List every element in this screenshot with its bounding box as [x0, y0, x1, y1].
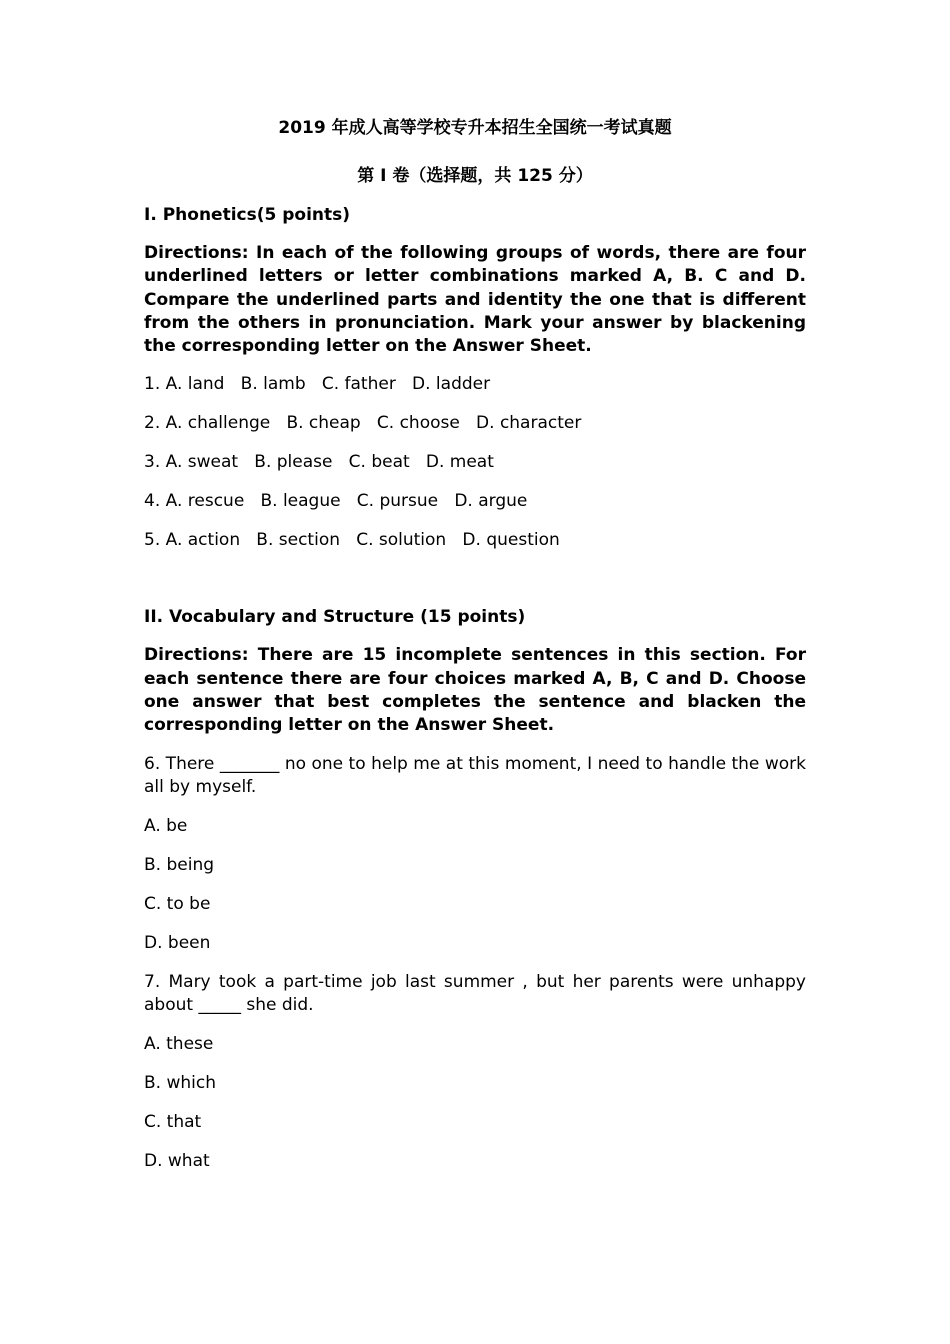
exam-title: 2019 年成人高等学校专升本招生全国统一考试真题 — [278, 118, 672, 138]
section-2-directions: Directions: There are 15 incomplete sentences in this section. For each sentence there are four choices marked A, B, C and D. Choose one answer that best completes the sentence and blacken the corresponding letter on the Answer Sheet. — [144, 645, 806, 736]
question-7-stem: 7. Mary took a part-time job last summer , but her parents were unhappy about _____ she did. — [144, 971, 806, 1015]
phonetics-item-4: 4. A. rescue B. league C. pursue D. argue — [144, 491, 528, 512]
paper-part-title: 第 I 卷（选择题，共 125 分） — [357, 166, 593, 186]
phonetics-item-5: 5. A. action B. section C. solution D. question — [144, 530, 560, 551]
question-6-option-d: D. been — [144, 932, 211, 953]
question-6-stem: 6. There _______ no one to help me at this moment, I need to handle the work all by myself. — [144, 753, 806, 797]
question-6-option-a: A. be — [144, 815, 188, 836]
question-6-option-c: C. to be — [144, 893, 211, 914]
question-7-option-a: A. these — [144, 1033, 214, 1054]
phonetics-item-3: 3. A. sweat B. please C. beat D. meat — [144, 452, 494, 473]
question-6-option-b: B. being — [144, 854, 215, 875]
exam-page — [144, 110, 806, 1189]
section-1-heading: I. Phonetics(5 points) — [144, 205, 351, 225]
section-spacer — [144, 568, 806, 606]
question-7-option-b: B. which — [144, 1072, 216, 1093]
section-1-directions: Directions: In each of the following groups of words, there are four underlined letters or letter combinations marked A, B. C and D. Compare the underlined parts and identity the one that is different from the others in pronunciation. Mark your answer by blackening the corresponding letter on the Answer Sheet. — [144, 243, 806, 357]
phonetics-item-2: 2. A. challenge B. cheap C. choose D. character — [144, 413, 582, 434]
phonetics-item-1: 1. A. land B. lamb C. father D. ladder — [144, 374, 491, 395]
question-7-option-c: C. that — [144, 1111, 202, 1132]
section-2-heading: II. Vocabulary and Structure (15 points) — [144, 607, 526, 628]
question-7-option-d: D. what — [144, 1150, 210, 1171]
